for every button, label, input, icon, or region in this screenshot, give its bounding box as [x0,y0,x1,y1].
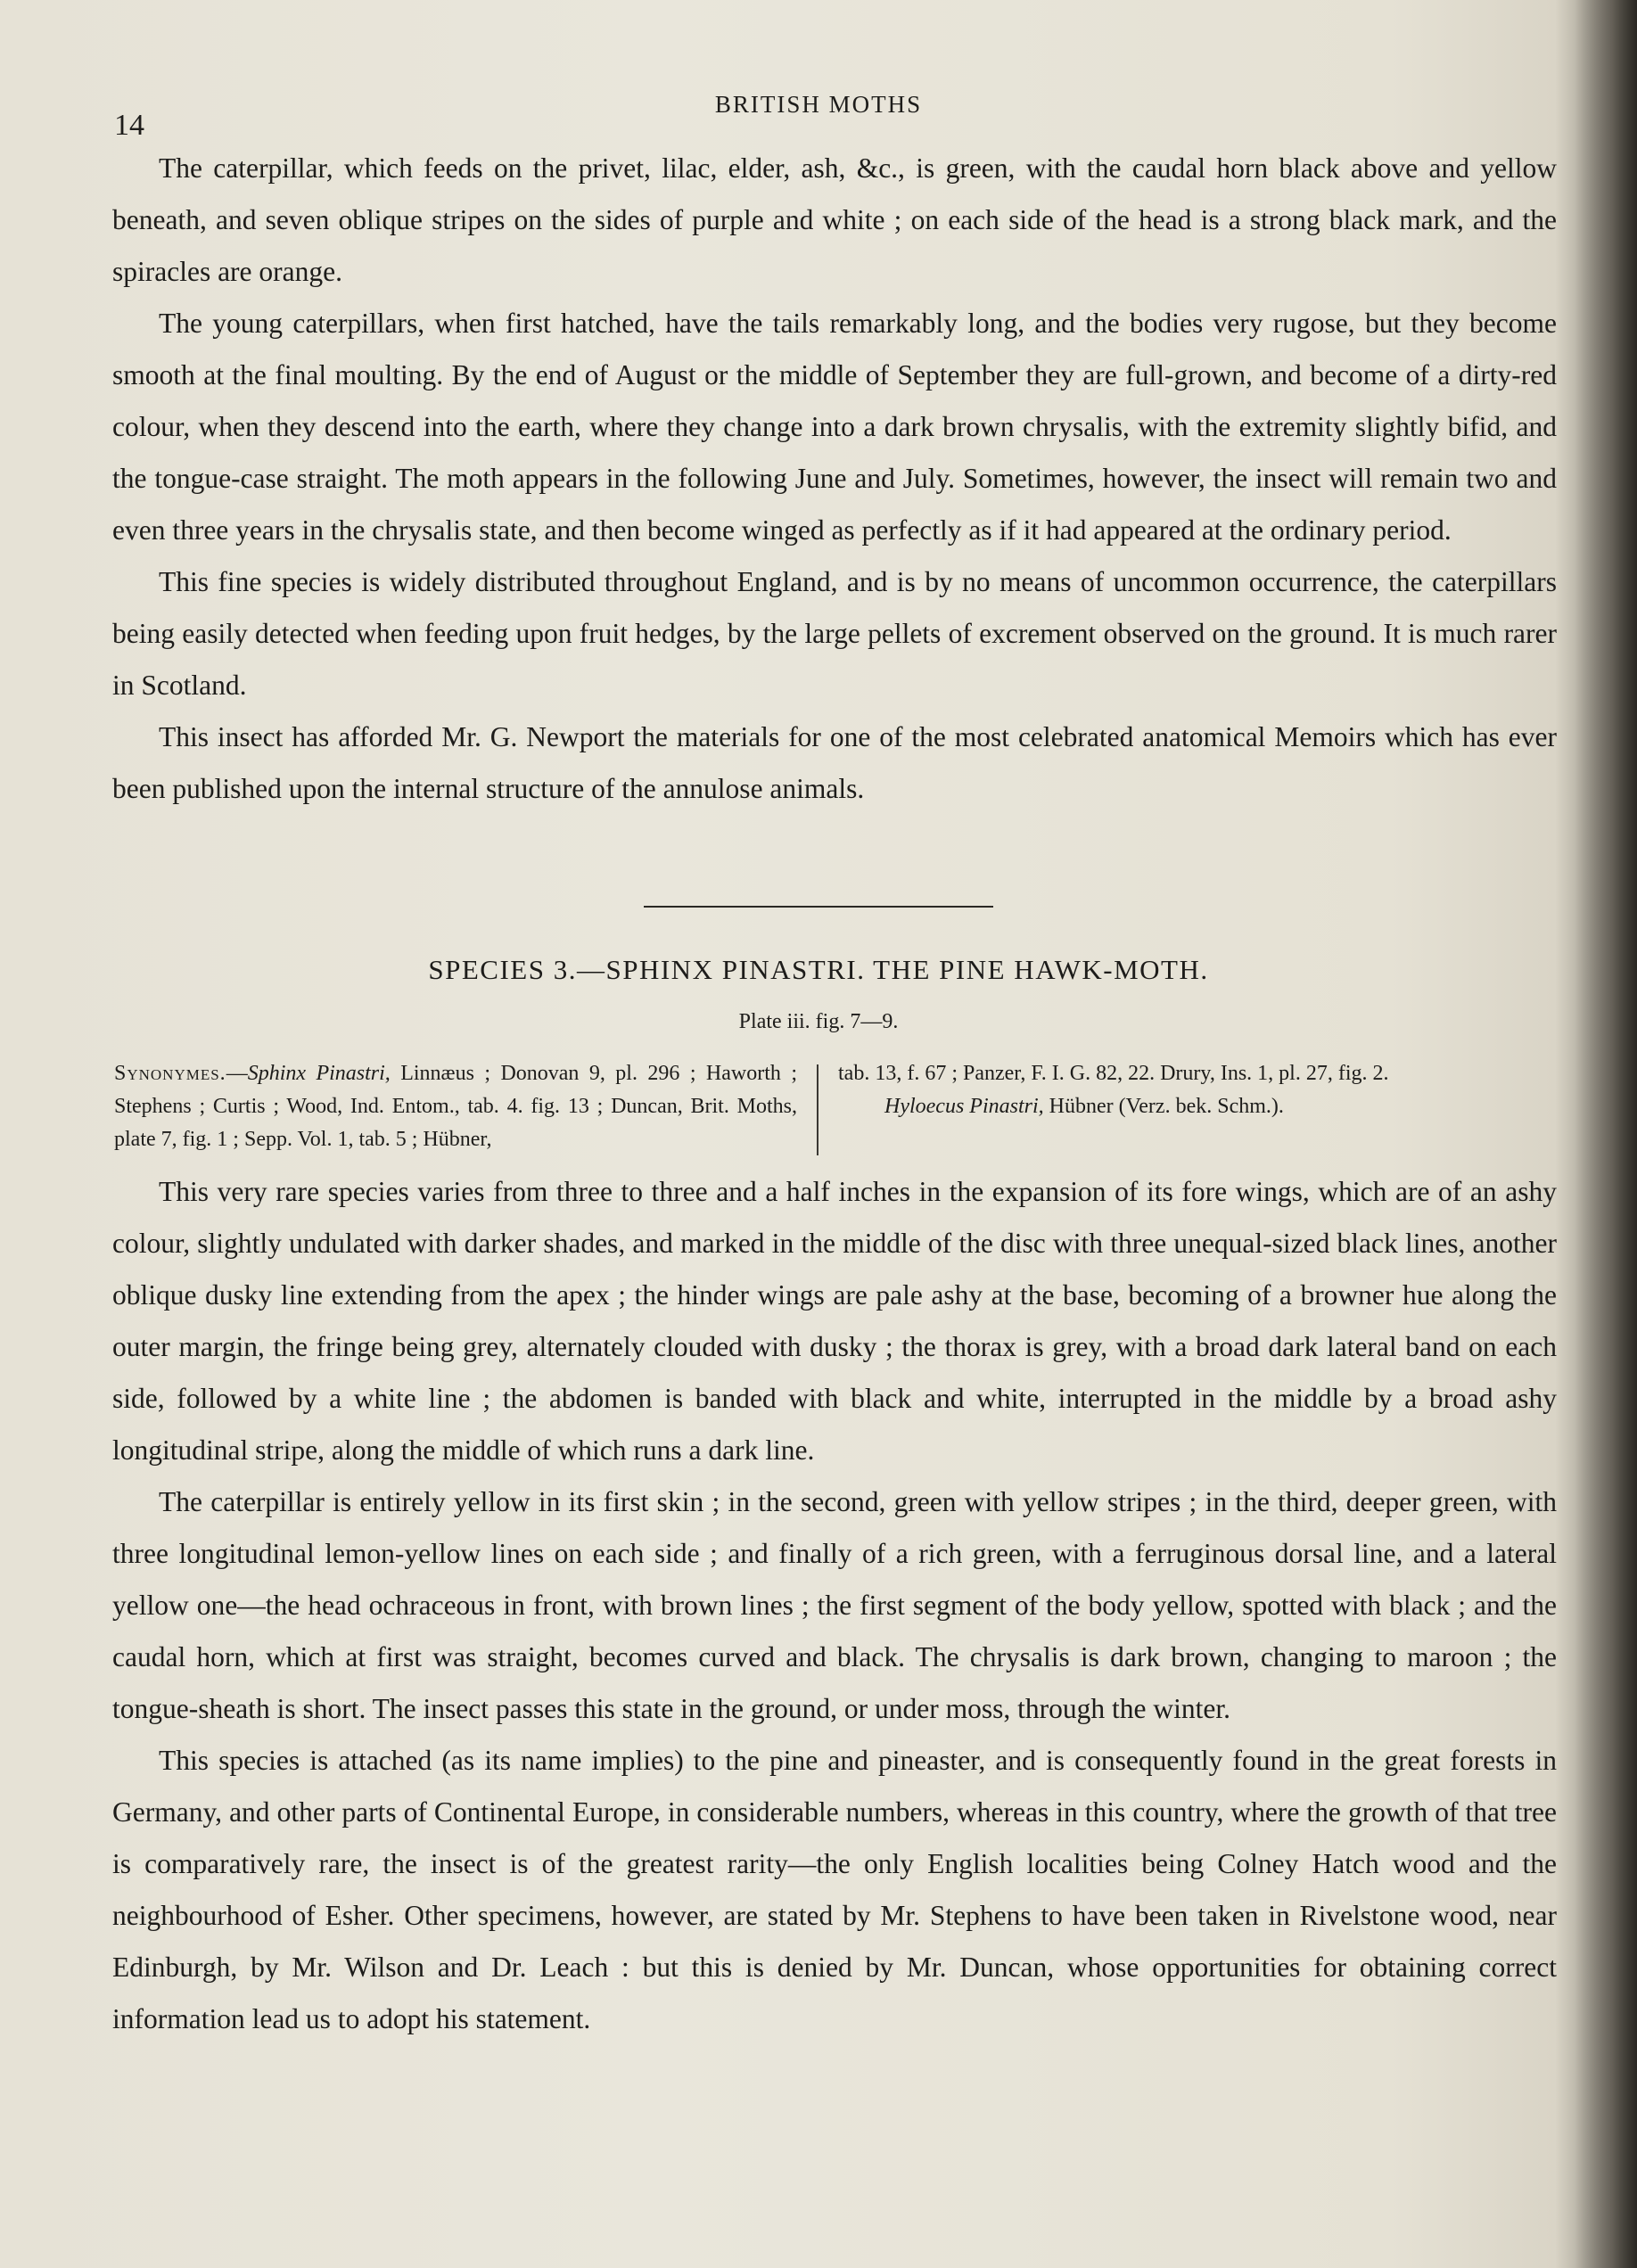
synonym-name: Hyloecus Pinastri, [884,1095,1044,1118]
synonyms-right-column [838,1057,1553,1123]
synonyms-left-column: Synonymes.—Sphinx Pinastri, Linnæus ; Donovan 9, pl. 296 ; Haworth ; Stephens ; Curtis ; Wood, Ind. Entom., tab. 4. fig. 13 ; Duncan, Brit. Moths, plate 7, fig. 1 ; Sepp. Vol. 1, tab. 5 ; Hübner, [114,1062,798,1151]
paragraph: The caterpillar, which feeds on the privet, lilac, elder, ash, &c., is green, with the caudal horn black above and yellow beneath, and seven oblique stripes on the sides of purple and white ; on each side of the head is a strong black mark, and the spiracles are orange. [112,152,1557,287]
paragraph: This species is attached (as its name implies) to the pine and pineaster, and is consequently found in the great forests in Germany, and other parts of Continental Europe, in considerable numbers, whereas in this country, where the growth of that tree is comparatively rare, the insect is of the greatest rarity—the only English localities being Colney Hatch wood and the neighbourhood of Esher. Other specimens, however, are stated by Mr. Stephens to have been taken in Rivelstone wood, near Edinburgh, by Mr. Wilson and Dr. Leach : but this is denied by Mr. Duncan, whose opportunities for obtaining correct information lead us to adopt his statement. [112,1745,1557,2034]
paragraph: The young caterpillars, when first hatched, have the tails remarkably long, and the bodies very rugose, but they become smooth at the final moulting. By the end of August or the middle of September they are full-grown, and become of a dirty-red colour, when they descend into the earth, where they change into a dark brown chrysalis, with the extremity slightly bifid, and the tongue-case straight. The moth appears in the following June and July. Sometimes, however, the insect will remain two and even three years in the chrysalis state, and then become winged as perfectly as if it had appeared at the ordinary period. [112,308,1557,546]
section-1-text [112,143,1557,815]
species-heading: SPECIES 3.—SPHINX PINASTRI. THE PINE HAWK-MOTH. [428,954,1209,985]
page-number: 14 [114,109,144,142]
paragraph: The caterpillar is entirely yellow in its first skin ; in the second, green with yellow stripes ; in the third, deeper green, with three longitudinal lemon-yellow lines on each side ; and finally of a rich green, with a ferruginous dorsal line, and a lateral yellow one—the head ochraceous in front, with brown lines ; the first segment of the body yellow, spotted with black ; and the caudal horn, which at first was straight, becomes curved and black. The chrysalis is dark brown, changing to maroon ; the tongue-sheath is short. The insect passes this state in the ground, or under moss, through the winter. [112,1486,1557,1724]
synonym-name: Sphinx Pinastri, [247,1062,391,1085]
plate-reference: Plate iii. fig. 7—9. [738,1010,899,1033]
paragraph: This insect has afforded Mr. G. Newport the materials for one of the most celebrated anatomical Memoirs which has ever been published upon the internal structure of the annulose animals. [112,721,1557,804]
column-divider [817,1064,818,1155]
running-head: BRITISH MOTHS [714,91,923,118]
synonyms-block [114,1057,1553,1163]
synonym-references: Linnæus ; Donovan 9, pl. 296 ; Haworth ; Stephens ; Curtis ; Wood, Ind. Entom., tab. 4. fig. 13 ; Duncan, Brit. Moths, plate 7, fig. 1 ; Sepp. Vol. 1, tab. 5 ; Hübner, [114,1062,798,1151]
synonym-references-continued: tab. 13, f. 67 ; Panzer, F. I. G. 82, 22. Drury, Ins. 1, pl. 27, fig. 2. [838,1062,1389,1085]
paragraph: This very rare species varies from three to three and a half inches in the expansion of its fore wings, which are of an ashy colour, slightly undulated with darker shades, and marked in the middle of the disc with three unequal-sized black lines, another oblique dusky line extending from the apex ; the hinder wings are pale ashy at the base, becoming of a browner hue along the outer margin, the fringe being grey, alternately clouded with dusky ; the thorax is grey, with a broad dark lateral band on each side, followed by a white line ; the abdomen is banded with black and white, interrupted in the middle by a broad ashy longitudinal stripe, along the middle of which runs a dark line. [112,1176,1557,1466]
synonyms-heading: Synonymes. [114,1062,226,1085]
section-2-text [112,1166,1557,2045]
section-divider-rule [644,906,993,908]
synonym-author: Hübner (Verz. bek. Schm.). [1043,1095,1284,1118]
alternate-synonym [838,1090,1553,1123]
paragraph: This fine species is widely distributed throughout England, and is by no means of uncommon occurrence, the caterpillars being easily detected when feeding upon fruit hedges, by the large pellets of excrement observed on the ground. It is much rarer in Scotland. [112,566,1557,701]
book-gutter-shadow [1575,0,1637,2268]
